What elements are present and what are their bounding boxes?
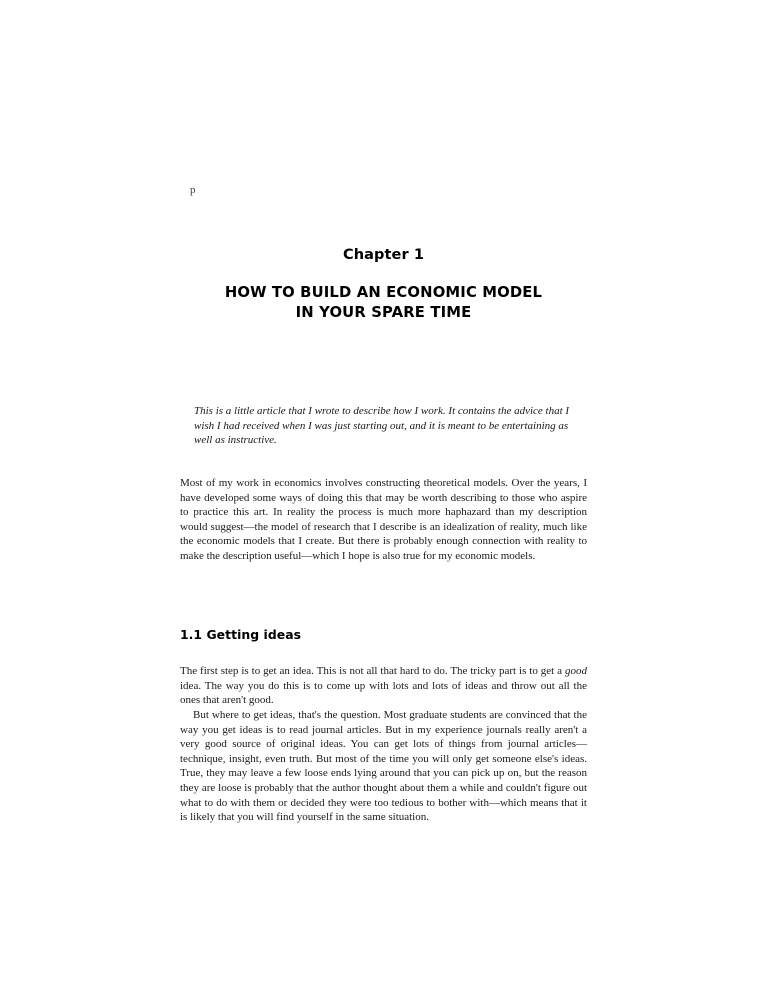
- abstract-blockquote: This is a little article that I wrote to describe how I work. It contains the advice that I wish I had received when I was just starting out, and it is meant to be entertaining as well as instructive.: [194, 405, 570, 447]
- chapter-title-line-2: IN YOUR SPARE TIME: [295, 303, 472, 321]
- stray-glyph-artifact: p: [190, 184, 196, 196]
- paragraph-where-to-get-ideas: [180, 708, 587, 825]
- paragraph-first-step: [180, 664, 587, 708]
- paragraph-where-to-get-ideas-text: But where to get ideas, that's the question. Most graduate students are convinced that the way you get ideas is to read journal articles. But in my experience journals really aren't a very good source of original ideas. You can get lots of things from journal articles—technique, insight, even truth. But most of the time you will only get someone else's ideas. True, they may leave a few loose ends lying around that you can pick up on, but the reason they are loose is probably that the author thought about them a while and couldn't figure out what to do with them or decided they were too tedious to bother with—which means that it is likely that you will find yourself in the same situation.: [180, 709, 587, 824]
- chapter-title-line-1: HOW TO BUILD AN ECONOMIC MODEL: [224, 284, 543, 301]
- emphasis-good: good: [565, 665, 587, 677]
- paragraph-first-step-part-2: idea. The way you do this is to come up with lots and lots of ideas and throw out all the ones that aren't good.: [180, 679, 587, 707]
- paragraph-introduction: [180, 476, 587, 564]
- chapter-number-heading: Chapter 1: [342, 247, 425, 263]
- paragraph-first-step-text: [180, 664, 587, 708]
- paragraph-introduction-text: Most of my work in economics involves constructing theoretical models. Over the years, I have developed some ways of doing this that may be worth describing to those who aspire to practice this art. In reality the process is much more haphazard than my description would suggest—the model of research that I describe is an idealization of reality, much like the economic models that I create. But there is probably enough connection with reality to make the description useful—which I hope is also true for my economic models.: [180, 477, 587, 562]
- section-heading-getting-ideas: 1.1 Getting ideas: [180, 627, 302, 642]
- paragraph-first-step-part-1: The first step is to get an idea. This is not all that hard to do. The tricky part is to get a: [180, 665, 565, 677]
- chapter-title-heading: [180, 283, 587, 322]
